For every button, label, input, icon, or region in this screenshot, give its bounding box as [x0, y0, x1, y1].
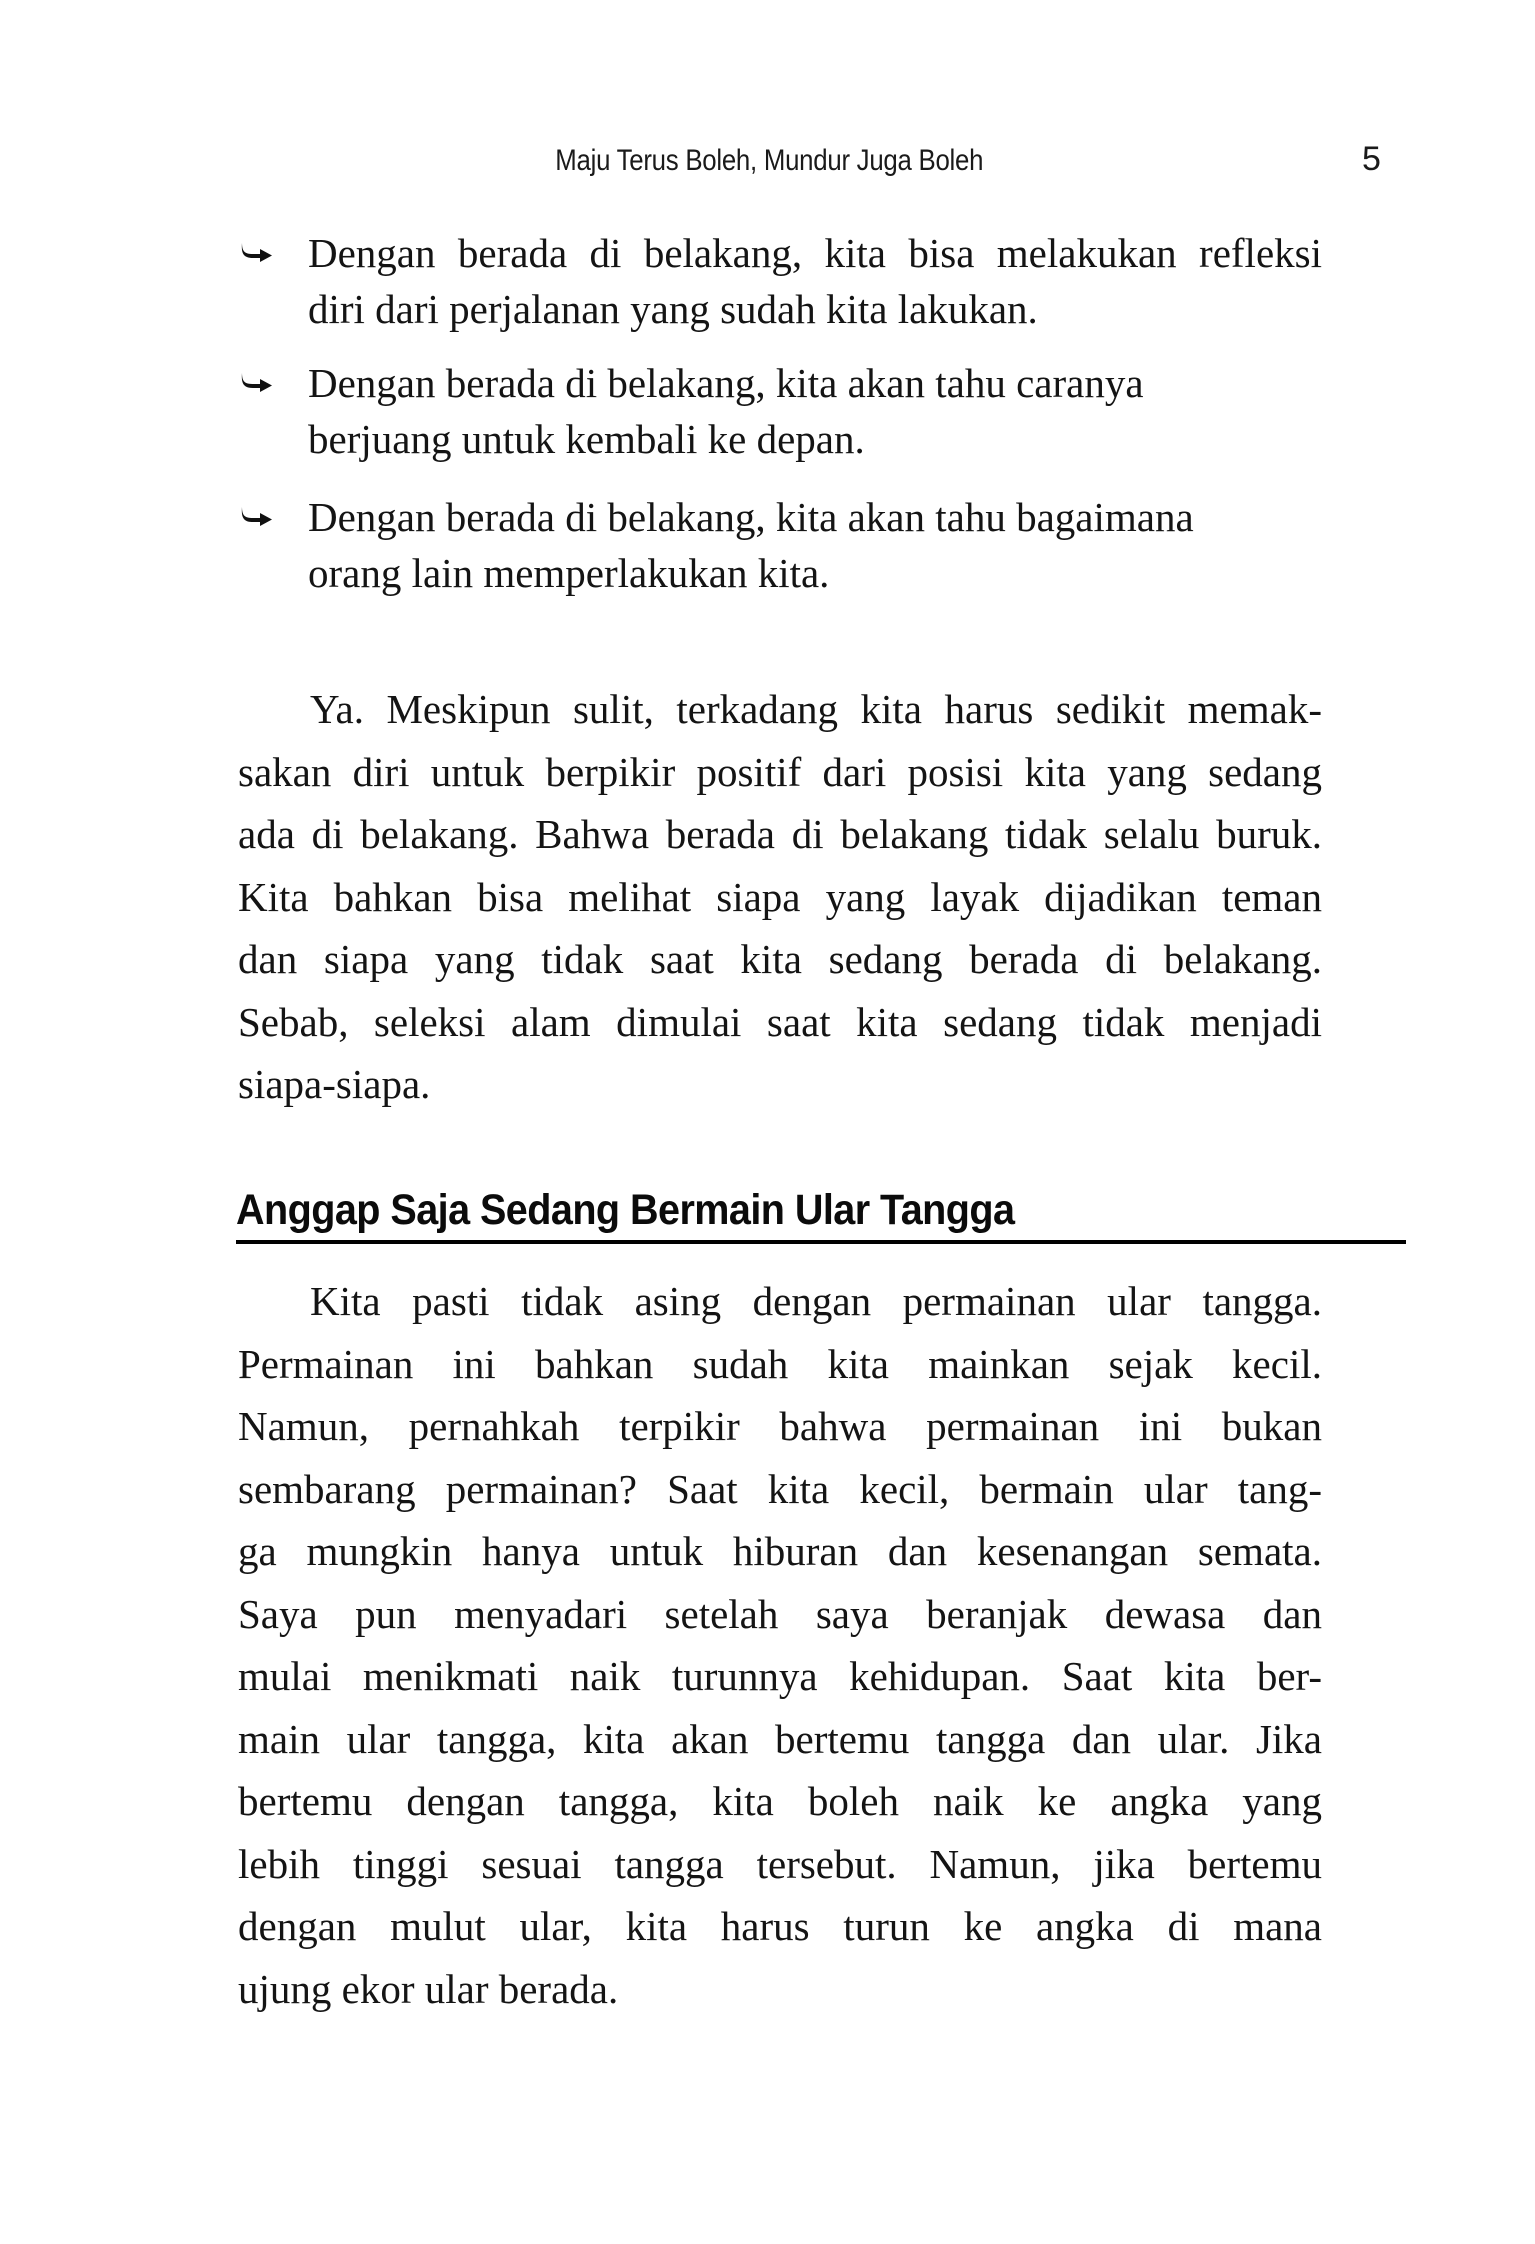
- paragraph-line: dan siapa yang tidak saat kita sedang berada di belakang.: [238, 936, 1322, 982]
- hook-arrow-right-icon: [240, 240, 274, 262]
- paragraph-line: sakan diri untuk berpikir positif dari posisi kita yang sedang: [238, 748, 1322, 795]
- paragraph-line: ga mungkin hanya untuk hiburan dan kesenangan semata.: [238, 1528, 1322, 1574]
- paragraph-line: Saya pun menyadari setelah saya beranjak dewasa dan: [238, 1590, 1322, 1637]
- page-number: 5: [1362, 140, 1381, 178]
- hook-arrow-right-icon: [240, 504, 274, 526]
- paragraph-line: Kita bahkan bisa melihat siapa yang layak dijadikan teman: [238, 873, 1322, 920]
- bullet-text-line: berjuang untuk kembali ke depan.: [308, 416, 865, 462]
- bullet-text-line: Dengan berada di belakang, kita akan tahu caranya: [308, 360, 1144, 406]
- paragraph-line: ada di belakang. Bahwa berada di belakang tidak selalu buruk.: [238, 811, 1322, 857]
- paragraph-line: lebih tinggi sesuai tangga tersebut. Namun, jika bertemu: [238, 1840, 1322, 1887]
- paragraph-line: main ular tangga, kita akan bertemu tangga dan ular. Jika: [238, 1715, 1322, 1762]
- bullet-text-line: orang lain memperlakukan kita.: [308, 550, 830, 596]
- paragraph-line: ujung ekor ular berada.: [238, 1965, 619, 2012]
- hook-arrow-right-icon: [240, 370, 274, 392]
- section-heading-underline: [236, 1240, 1406, 1244]
- paragraph-line: Permainan ini bahkan sudah kita mainkan sejak kecil.: [238, 1340, 1322, 1387]
- running-header-title: Maju Terus Boleh, Mundur Juga Boleh: [555, 144, 984, 177]
- paragraph-line: Kita pasti tidak asing dengan permainan ular tangga.: [310, 1278, 1322, 1324]
- paragraph-line: Sebab, seleksi alam dimulai saat kita sedang tidak menjadi: [238, 998, 1322, 1045]
- section-heading: Anggap Saja Sedang Bermain Ular Tangga: [236, 1186, 1015, 1234]
- bullet-text-line: Dengan berada di belakang, kita akan tahu bagaimana: [308, 494, 1194, 540]
- paragraph-line: Ya. Meskipun sulit, terkadang kita harus sedikit memak-: [310, 686, 1322, 732]
- bullet-text-line: diri dari perjalanan yang sudah kita lakukan.: [308, 286, 1038, 332]
- paragraph-line: Namun, pernahkah terpikir bahwa permainan ini bukan: [238, 1403, 1322, 1449]
- paragraph-line: sembarang permainan? Saat kita kecil, bermain ular tang-: [238, 1465, 1322, 1512]
- bullet-text-line: Dengan berada di belakang, kita bisa melakukan refleksi: [308, 230, 1322, 276]
- paragraph-line: mulai menikmati naik turunnya kehidupan. Saat kita ber-: [238, 1653, 1322, 1699]
- paragraph-line: siapa-siapa.: [238, 1061, 431, 1107]
- paragraph-line: dengan mulut ular, kita harus turun ke angka di mana: [238, 1903, 1322, 1949]
- paragraph-line: bertemu dengan tangga, kita boleh naik ke angka yang: [238, 1778, 1322, 1824]
